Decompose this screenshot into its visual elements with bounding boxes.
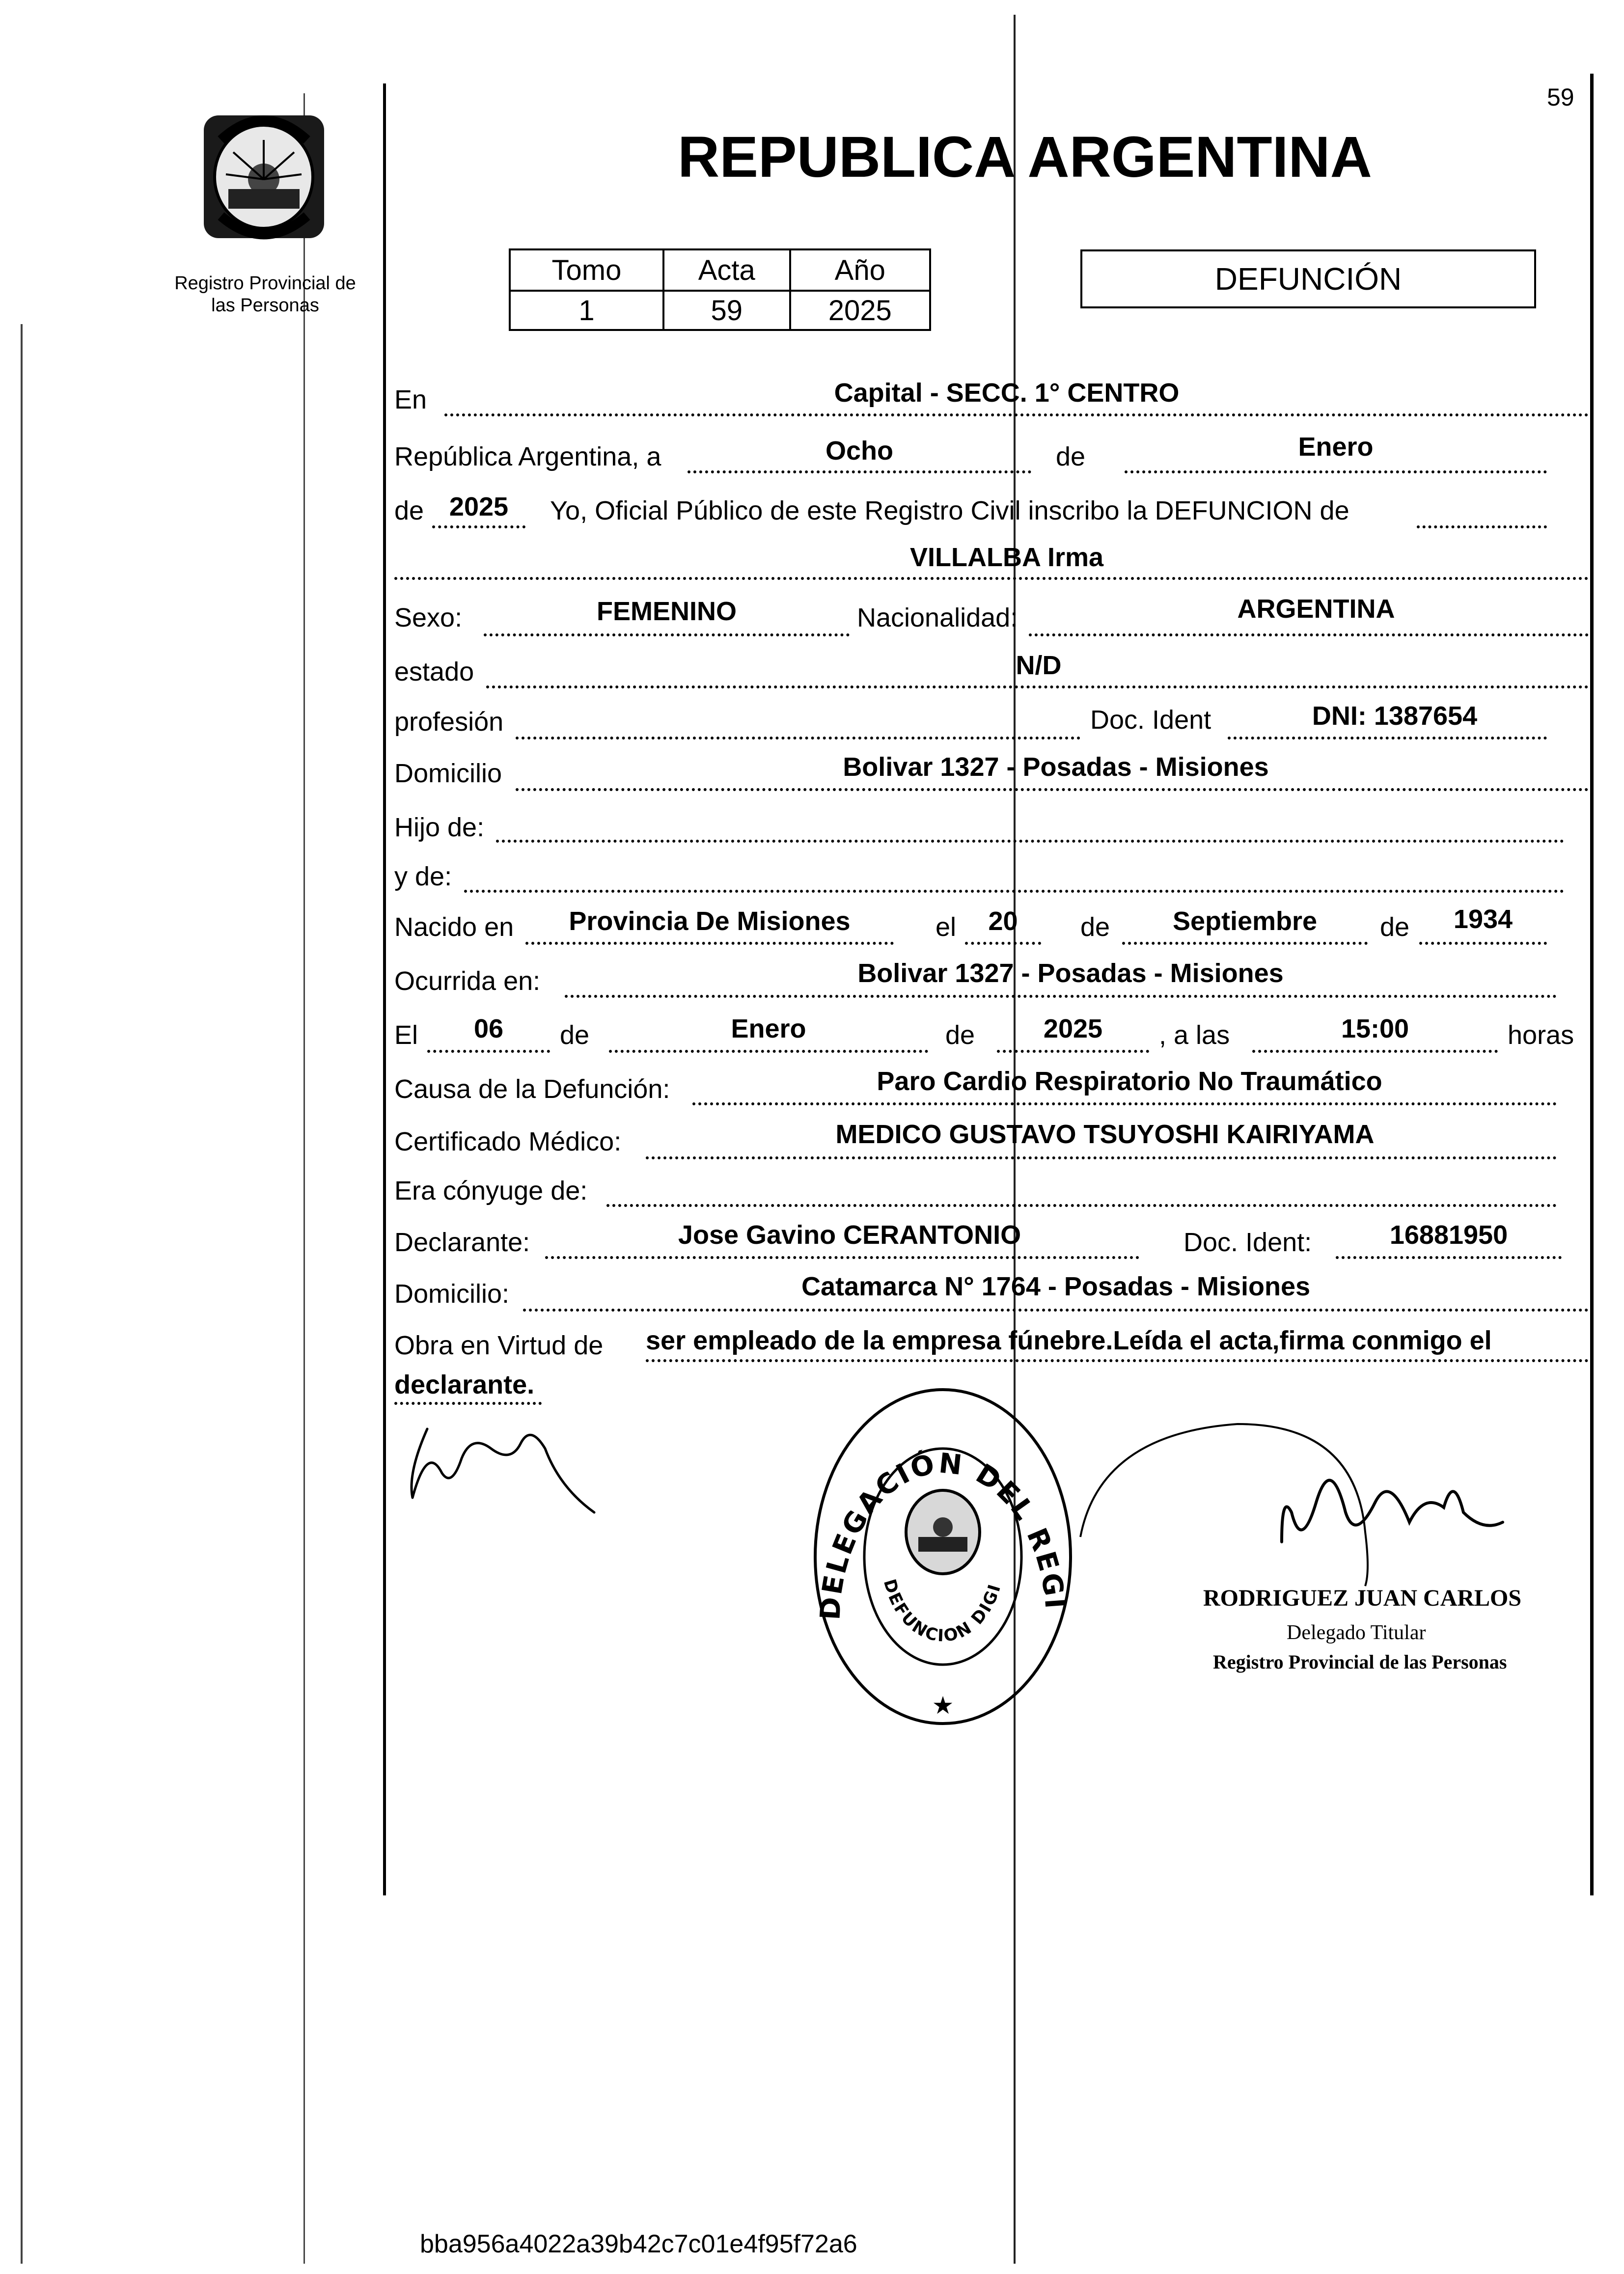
obra-value-line1: ser empleado de la empresa fúnebre.Leída el acta,firma conmigo el: [646, 1326, 1492, 1355]
table-cell-acta: 59: [663, 291, 790, 330]
document-hash: bba956a4022a39b42c7c01e4f95f72a6: [420, 2230, 857, 2258]
decl-doc-value: 16881950: [1389, 1220, 1508, 1250]
obra-value-line2: declarante.: [394, 1370, 535, 1399]
obra-line: [646, 1359, 1589, 1362]
death-day: 06: [473, 1014, 504, 1043]
birth-month: Septiembre: [1172, 906, 1318, 936]
estado-value: N/D: [1016, 651, 1062, 680]
obra-label: Obra en Virtud de: [394, 1331, 604, 1360]
birth-day: 20: [988, 906, 1018, 936]
day-value: Ocho: [825, 436, 893, 466]
table-header-acta: Acta: [663, 249, 790, 291]
page-title: REPUBLICA ARGENTINA: [678, 125, 1372, 190]
hijo-label: Hijo de:: [394, 813, 485, 842]
y-de-label: y de:: [394, 862, 452, 891]
month-line: [1125, 470, 1547, 473]
death-day-line: [427, 1050, 550, 1053]
doc-value: DNI: 1387654: [1312, 701, 1478, 731]
decl-domicilio-label: Domicilio:: [394, 1279, 510, 1309]
estado-line: [486, 685, 1589, 688]
stamp-emblem: [906, 1490, 980, 1574]
declarant-signature: [398, 1414, 604, 1522]
nacionalidad-line: [1029, 633, 1589, 636]
yo-text: Yo, Oficial Público de este Registro Civil inscribo la DEFUNCION de: [550, 496, 1349, 525]
republica-label: República Argentina, a: [394, 442, 661, 471]
left-margin-line: [383, 83, 386, 1895]
table-header-anio: Año: [790, 249, 930, 291]
birth-de2-label: de: [1380, 912, 1410, 942]
certificado-label: Certificado Médico:: [394, 1127, 622, 1156]
declarante-line: [545, 1256, 1139, 1259]
nacido-line: [525, 942, 894, 945]
doc-label: Doc. Ident: [1090, 705, 1211, 735]
birth-year: 1934: [1453, 904, 1513, 934]
birth-de1-label: de: [1080, 912, 1110, 942]
decl-domicilio-value: Catamarca N° 1764 - Posadas - Misiones: [801, 1272, 1311, 1301]
certificado-line: [646, 1156, 1557, 1159]
provincial-seal: [194, 106, 334, 253]
declarante-label: Declarante:: [394, 1228, 530, 1257]
death-time-line: [1252, 1050, 1498, 1053]
stamp-inner-text: DEFUNCION DIGI: [879, 1577, 1005, 1646]
sexo-label: Sexo:: [394, 603, 463, 632]
right-margin-line: [1590, 74, 1594, 1895]
ocurrida-label: Ocurrida en:: [394, 966, 541, 996]
estado-label: estado: [394, 657, 474, 686]
yo-line: [1417, 525, 1547, 528]
causa-line: [692, 1102, 1557, 1105]
year-line: [432, 525, 525, 528]
domicilio-line: [516, 788, 1589, 791]
table-cell-tomo: 1: [510, 291, 663, 330]
nacido-value: Provincia De Misiones: [569, 906, 851, 936]
stamp-ring-text: DELEGACIÓN DEL REGI: [814, 1447, 1071, 1621]
ocurrida-value: Bolivar 1327 - Posadas - Misiones: [857, 959, 1284, 988]
el2-label: El: [394, 1020, 418, 1050]
de-label: de: [1056, 442, 1086, 471]
sexo-line: [484, 633, 850, 636]
profesion-label: profesión: [394, 707, 504, 737]
domicilio-label: Domicilio: [394, 759, 502, 788]
y-de-line: [464, 890, 1564, 893]
death-year-line: [997, 1050, 1149, 1053]
decl-doc-line: [1336, 1256, 1562, 1259]
conyuge-line: [606, 1204, 1557, 1207]
death-month: Enero: [731, 1014, 806, 1043]
ocurrida-line: [565, 995, 1557, 998]
act-type-box: DEFUNCIÓN: [1080, 249, 1536, 308]
causa-label: Causa de la Defunción:: [394, 1074, 670, 1104]
profesion-line: [516, 737, 1080, 740]
declarante-value: Jose Gavino CERANTONIO: [678, 1220, 1021, 1250]
certificado-value: MEDICO GUSTAVO TSUYOSHI KAIRIYAMA: [835, 1120, 1375, 1149]
causa-value: Paro Cardio Respiratorio No Traumático: [877, 1067, 1382, 1096]
registry-line-2: las Personas: [211, 295, 319, 316]
el-label: el: [936, 912, 957, 942]
svg-text:★: ★: [932, 1691, 954, 1720]
signatory-role: Delegado Titular: [1287, 1621, 1426, 1644]
death-time: 15:00: [1341, 1014, 1409, 1043]
month-value: Enero: [1298, 432, 1374, 462]
birth-month-line: [1122, 942, 1368, 945]
registry-table: [509, 248, 931, 331]
death-de2-label: de: [945, 1020, 975, 1050]
horas-label: horas: [1508, 1020, 1574, 1050]
birth-day-line: [965, 942, 1041, 945]
year-value: 2025: [449, 492, 509, 521]
conyuge-label: Era cónyuge de:: [394, 1176, 588, 1205]
day-line: [688, 470, 1031, 473]
death-de1-label: de: [560, 1020, 590, 1050]
deceased-name: VILLALBA Irma: [909, 543, 1104, 572]
scan-fold-line-left: [303, 93, 305, 2264]
doc-line: [1228, 737, 1547, 740]
name-line: [394, 577, 1589, 580]
nacionalidad-label: Nacionalidad:: [857, 603, 1018, 632]
en-value: Capital - SECC. 1° CENTRO: [834, 378, 1180, 408]
obra-line-2: [394, 1402, 542, 1405]
decl-doc-label: Doc. Ident:: [1184, 1228, 1312, 1257]
death-month-line: [609, 1050, 928, 1053]
hijo-line: [496, 840, 1564, 843]
en-line: [444, 413, 1589, 416]
scan-edge-line: [21, 324, 23, 2264]
official-stamp: [805, 1375, 1080, 1728]
death-year: 2025: [1043, 1014, 1103, 1043]
registry-line-1: Registro Provincial de: [174, 273, 356, 294]
a-las-label: , a las: [1159, 1020, 1230, 1050]
nacionalidad-value: ARGENTINA: [1237, 594, 1395, 624]
signatory-name: RODRIGUEZ JUAN CARLOS: [1203, 1585, 1522, 1611]
en-label: En: [394, 385, 427, 414]
signatory-office: Registro Provincial de las Personas: [1213, 1651, 1507, 1673]
birth-year-line: [1419, 942, 1547, 945]
page-number: 59: [1547, 83, 1574, 111]
decl-domicilio-line: [523, 1309, 1589, 1312]
nacido-label: Nacido en: [394, 912, 514, 942]
table-header-tomo: Tomo: [510, 249, 663, 291]
sexo-value: FEMENINO: [596, 597, 737, 626]
domicilio-value: Bolivar 1327 - Posadas - Misiones: [843, 752, 1269, 782]
year-prefix: de: [394, 496, 424, 525]
table-cell-anio: 2025: [790, 291, 930, 330]
